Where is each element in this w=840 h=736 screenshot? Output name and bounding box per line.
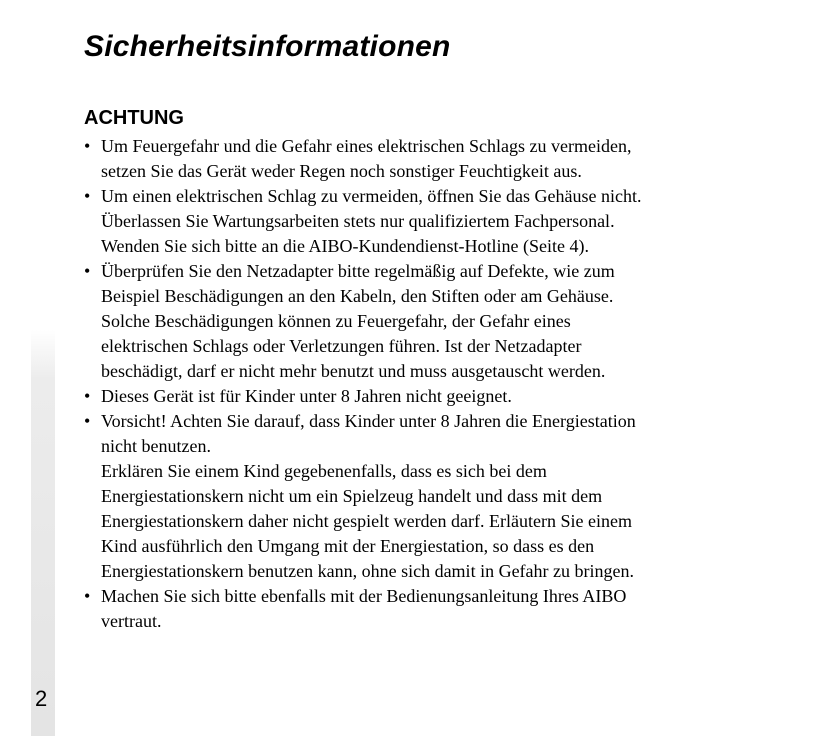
safety-item-text-line: Machen Sie sich bitte ebenfalls mit der Bedienungsanleitung Ihres AIBO: [101, 586, 627, 606]
safety-item: [84, 409, 724, 584]
safety-item-text-line: Überprüfen Sie den Netzadapter bitte regelmäßig auf Defekte, wie zum: [101, 261, 615, 281]
safety-item: [84, 384, 724, 409]
safety-item-text-line: Überlassen Sie Wartungsarbeiten stets nur qualifiziertem Fachpersonal.: [101, 211, 615, 231]
safety-item-text-line: Dieses Gerät ist für Kinder unter 8 Jahren nicht geeignet.: [101, 386, 512, 406]
bullet-icon: •: [84, 386, 91, 406]
safety-item-text-line: Um Feuergefahr und die Gefahr eines elektrischen Schlags zu vermeiden,: [101, 136, 632, 156]
safety-item-text-line: Um einen elektrischen Schlag zu vermeiden, öffnen Sie das Gehäuse nicht.: [101, 186, 642, 206]
safety-item: [84, 584, 724, 634]
safety-item-text-line: setzen Sie das Gerät weder Regen noch sonstiger Feuchtigkeit aus.: [101, 161, 582, 181]
safety-item-text-line: nicht benutzen.: [101, 436, 211, 456]
safety-item-text-line: vertraut.: [101, 611, 162, 631]
safety-item-text-line: Vorsicht! Achten Sie darauf, dass Kinder unter 8 Jahren die Energiestation: [101, 411, 636, 431]
page-title: Sicherheitsinformationen: [84, 30, 451, 63]
safety-item-text-line: Energiestationskern daher nicht gespielt werden darf. Erläutern Sie einem: [101, 511, 632, 531]
safety-item: [84, 259, 724, 384]
safety-item-text-line: elektrischen Schlags oder Verletzungen führen. Ist der Netzadapter: [101, 336, 582, 356]
safety-item-text-line: Erklären Sie einem Kind gegebenenfalls, dass es sich bei dem: [101, 461, 547, 481]
side-thumb-tab: [31, 330, 55, 736]
safety-bullet-list: [84, 134, 724, 634]
safety-item: [84, 134, 724, 184]
page-number: 2: [35, 686, 48, 711]
safety-section: [84, 106, 724, 634]
safety-item-text-line: Solche Beschädigungen können zu Feuergefahr, der Gefahr eines: [101, 311, 571, 331]
bullet-icon: •: [84, 136, 91, 156]
safety-item: [84, 184, 724, 259]
bullet-icon: •: [84, 411, 91, 431]
safety-item-text-line: beschädigt, darf er nicht mehr benutzt und muss ausgetauscht werden.: [101, 361, 606, 381]
section-heading: ACHTUNG: [84, 107, 184, 129]
bullet-icon: •: [84, 261, 91, 281]
bullet-icon: •: [84, 586, 91, 606]
safety-item-text-line: Energiestationskern benutzen kann, ohne sich damit in Gefahr zu bringen.: [101, 561, 635, 581]
bullet-icon: •: [84, 186, 91, 206]
safety-item-text-line: Wenden Sie sich bitte an die AIBO-Kundendienst-Hotline (Seite 4).: [101, 236, 589, 256]
safety-item-text-line: Kind ausführlich den Umgang mit der Energiestation, so dass es den: [101, 536, 595, 556]
safety-item-text-line: Energiestationskern nicht um ein Spielzeug handelt und dass mit dem: [101, 486, 603, 506]
safety-item-text-line: Beispiel Beschädigungen an den Kabeln, den Stiften oder am Gehäuse.: [101, 286, 614, 306]
